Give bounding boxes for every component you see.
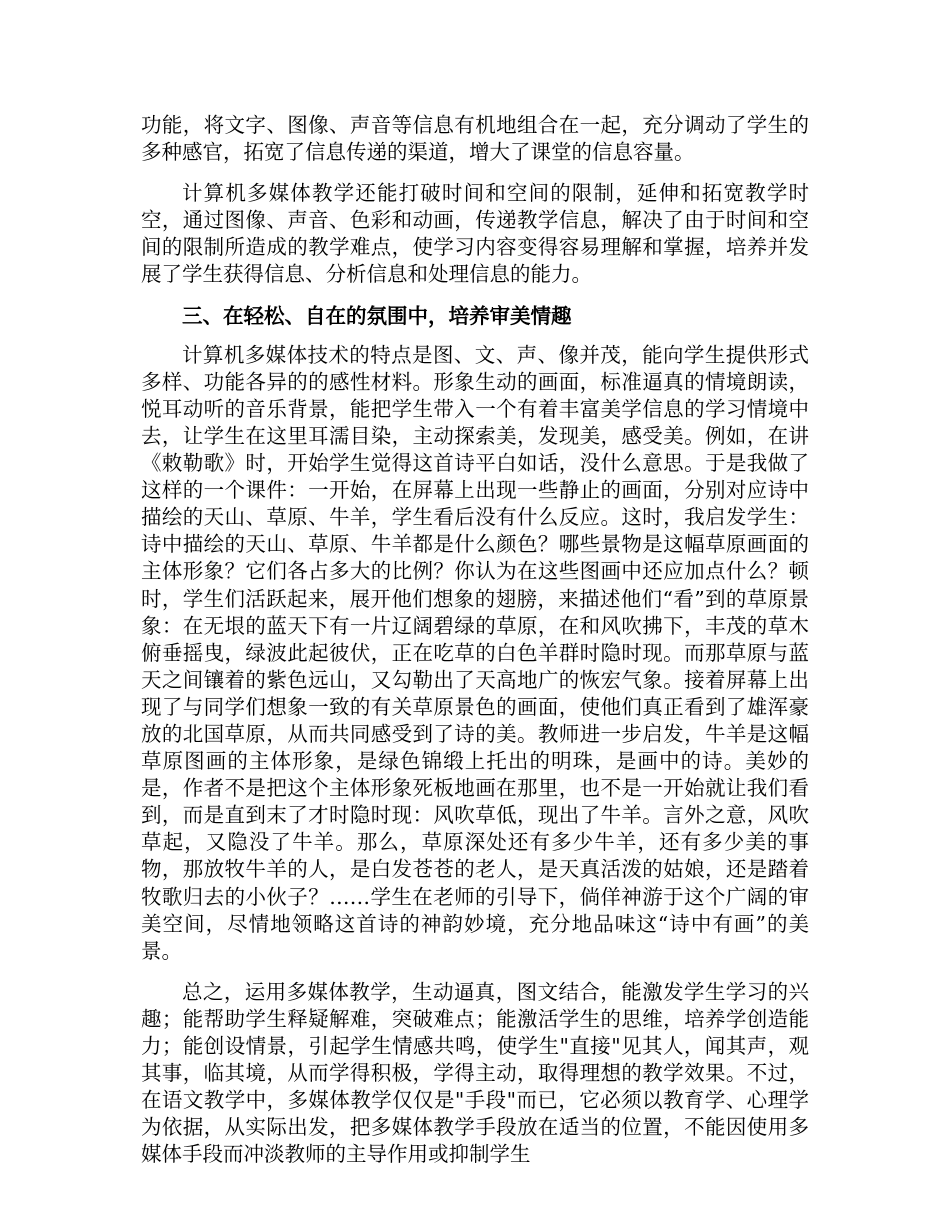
document-page	[141, 112, 809, 1182]
paragraph-aesthetic-example: 计算机多媒体技术的特点是图、文、声、像并茂，能向学生提供形式多样、功能各异的的感性材料。形象生动的画面，标准逼真的情境朗读，悦耳动听的音乐背景，能把学生带入一个有着丰富美学信息的学习情境中去，让学生在这里耳濡目染，主动探索美，发现美，感受美。例如，在讲《敕勒歌》时，开始学生觉得这首诗平白如话，没什么意思。于是我做了这样的一个课件：一开始，在屏幕上出现一些静止的画面，分别对应诗中描绘的天山、草原、牛羊，学生看后没有什么反应。这时，我启发学生：诗中描绘的天山、草原、牛羊都是什么颜色？哪些景物是这幅草原画面的主体形象？它们各占多大的比例？你认为在这些图画中还应加点什么？顿时，学生们活跃起来，展开他们想象的翅膀，来描述他们“看”到的草原景象：在无垠的蓝天下有一片辽阔碧绿的草原，在和风吹拂下，丰茂的草木俯垂摇曳，绿波此起彼伏，正在吃草的白色羊群时隐时现。而那草原与蓝天之间镶着的紫色远山，又勾勒出了天高地广的恢宏气象。接着屏幕上出现了与同学们想象一致的有关草原景色的画面，使他们真正看到了雄浑豪放的北国草原，从而共同感受到了诗的美。教师进一步启发，牛羊是这幅草原图画的主体形象，是绿色锦缎上托出的明珠，是画中的诗。美妙的是，作者不是把这个主体形象死板地画在那里，也不是一开始就让我们看到，而是直到末了才时隐时现：风吹草低，现出了牛羊。言外之意，风吹草起，又隐没了牛羊。那么，草原深处还有多少牛羊，还有多少美的事物，那放牧牛羊的人，是白发苍苍的老人，是天真活泼的姑娘，还是踏着牧歌归去的小伙子？……学生在老师的引导下，倘佯神游于这个广阔的审美空间，尽情地领略这首诗的神韵妙境，充分地品味这“诗中有画”的美景。	[141, 342, 809, 963]
paragraph-continuation: 功能，将文字、图像、声音等信息有机地组合在一起，充分调动了学生的多种感官，拓宽了信息传递的渠道，增大了课堂的信息容量。	[141, 113, 809, 165]
section-heading: 三、在轻松、自在的氛围中，培养审美情趣	[182, 303, 572, 328]
paragraph-conclusion: 总之，运用多媒体教学，生动逼真，图文结合，能激发学生学习的兴趣；能帮助学生释疑解难，突破难点；能激活学生的思维，培养学创造能力；能创设情景，引起学生情感共鸣，使学生"直接"见其人，闻其声，观其事，临其境，从而学得积极，学得主动，取得理想的教学效果。不过，在语文教学中，多媒体教学仅仅是"手段"而已，它必须以教育学、心理学为依据，从实际出发，把多媒体教学手段放在适当的位置，不能因使用多媒体手段而冲淡教师的主导作用或抑制学生	[141, 979, 809, 1167]
paragraph-multimedia-time-space: 计算机多媒体教学还能打破时间和空间的限制，延伸和拓宽教学时空，通过图像、声音、色彩和动画，传递教学信息，解决了由于时间和空间的限制所造成的教学难点，使学习内容变得容易理解和掌握，培养并发展了学生获得信息、分析信息和处理信息的能力。	[141, 181, 809, 287]
